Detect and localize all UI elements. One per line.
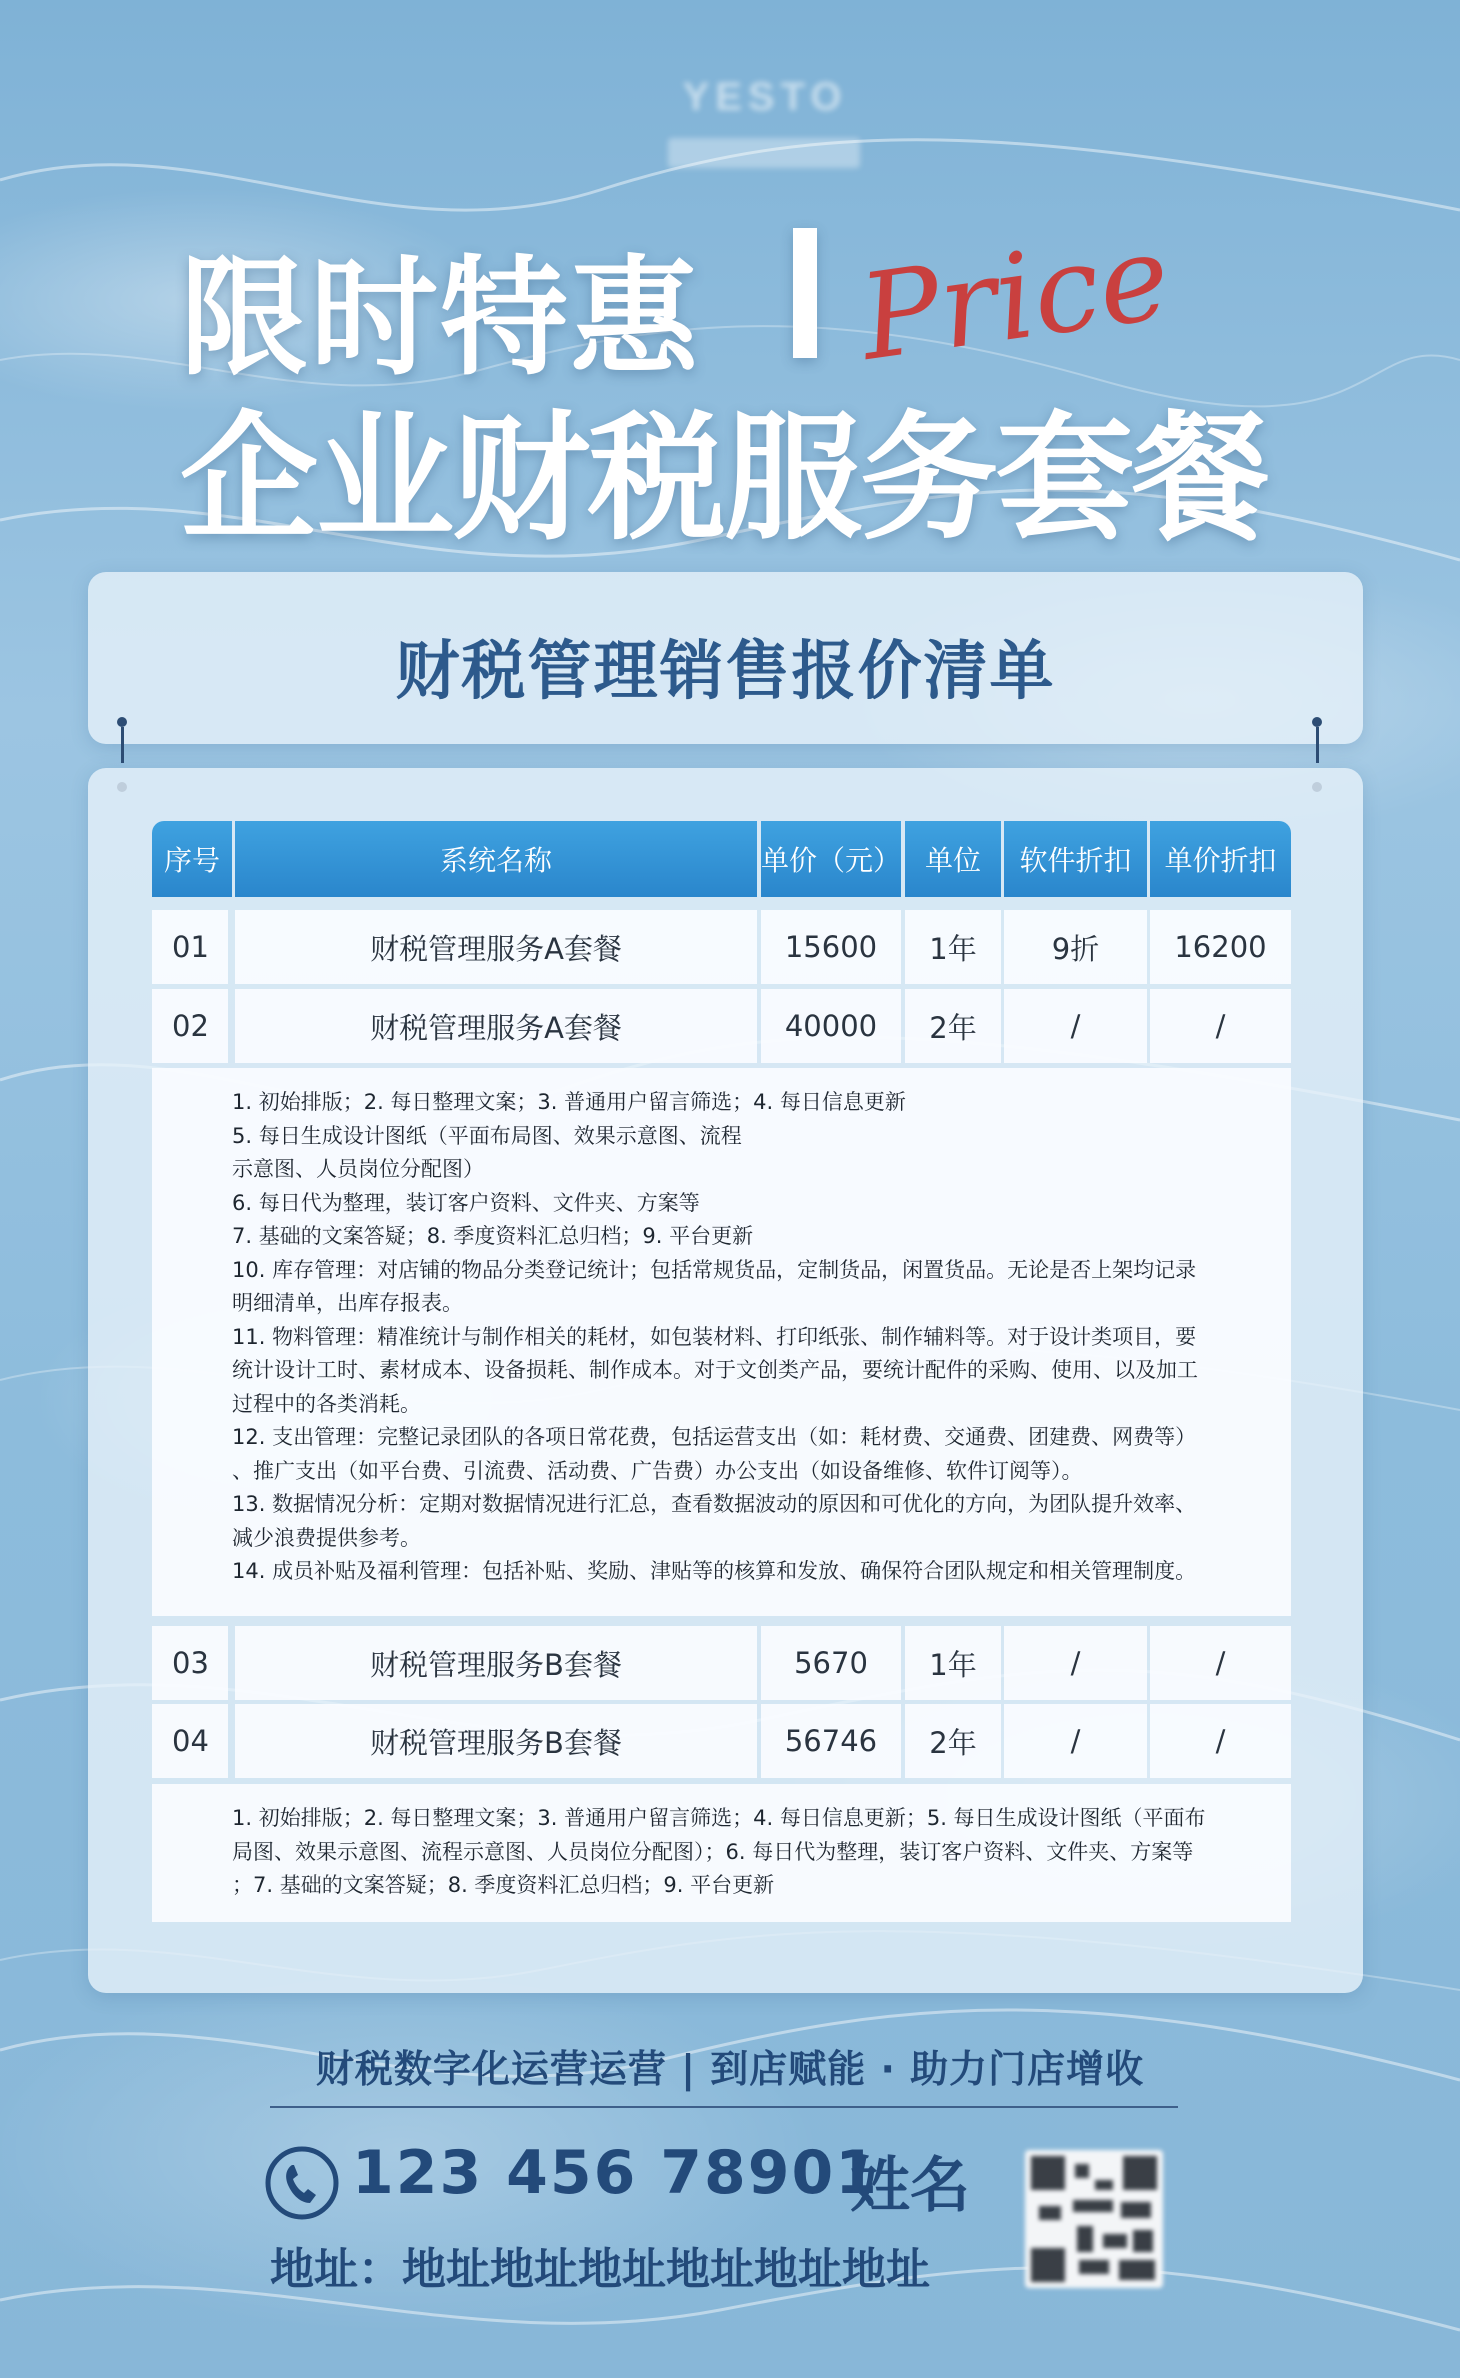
col-header-price: 单价（元） (761, 821, 901, 897)
cell-index: 01 (152, 910, 228, 984)
note-line: 1. 初始排版；2. 每日整理文案；3. 普通用户留言筛选；4. 每日信息更新；5. 每日生成设计图纸（平面布 (232, 1806, 1206, 1830)
cell-name: 财税管理服务B套餐 (235, 1626, 757, 1700)
cell-index: 03 (152, 1626, 228, 1700)
cell-price: 15600 (761, 910, 901, 984)
note-line: 、推广支出（如平台费、引流费、活动费、广告费）办公支出（如设备维修、软件订阅等）。 (232, 1458, 1083, 1483)
note-line: 7. 基础的文案答疑；8. 季度资料汇总归档；9. 平台更新 (232, 1224, 754, 1248)
list-title: 财税管理销售报价清单 (395, 635, 1056, 709)
note-line: ；7. 基础的文案答疑；8. 季度资料汇总归档；9. 平台更新 (232, 1873, 775, 1897)
note-line: 6. 每日代为整理，装订客户资料、文件夹、方案等 (232, 1190, 700, 1215)
note-line: 1. 初始排版；2. 每日整理文案；3. 普通用户留言筛选；4. 每日信息更新 (232, 1090, 906, 1114)
note-line: 5. 每日生成设计图纸（平面布局图、效果示意图、流程 (232, 1123, 742, 1148)
note-line: 统计设计工时、素材成本、设备损耗、制作成本。对于文创类产品，要统计配件的采购、使用、以及加工 (232, 1358, 1198, 1382)
hero-headline-2: 企业财税服务套餐 (180, 398, 1269, 559)
contact-phone[interactable]: 123 456 78901 (352, 2138, 880, 2208)
note-line: 局图、效果示意图、流程示意图、人员岗位分配图）；6. 每日代为整理，装订客户资料、文件夹、方案等 (232, 1839, 1194, 1864)
note-line: 13. 数据情况分析：定期对数据情况进行汇总，查看数据波动的原因和可优化的方向，为团队提升效率、 (232, 1492, 1197, 1516)
hanger-pin-right-top (1312, 717, 1322, 727)
col-header-index: 序号 (152, 821, 232, 897)
col-header-software-discount: 软件折扣 (1004, 821, 1147, 897)
note-line: 12. 支出管理：完整记录团队的各项日常花费，包括运营支出（如：耗材费、交通费、团建费、网费等） (232, 1425, 1197, 1449)
cell-price-discount: / (1150, 1626, 1291, 1700)
note-line: 10. 库存管理：对店铺的物品分类登记统计；包括常规货品，定制货品，闲置货品。无论是否上架均记录 (232, 1257, 1197, 1282)
cell-name: 财税管理服务A套餐 (235, 989, 757, 1063)
cell-unit: 1年 (905, 1626, 1001, 1700)
brand-logo-subtitle (668, 138, 860, 168)
note-line: 11. 物料管理：精准统计与制作相关的耗材，如包装材料、打印纸张、制作辅料等。对于设计类项目，要 (232, 1324, 1197, 1349)
brand-logo: YESTO (682, 75, 848, 119)
cell-unit: 1年 (905, 910, 1001, 984)
cell-price-discount: / (1150, 1704, 1291, 1778)
footer-slogan: 财税数字化运营运营 | 到店赋能 · 助力门店增收 (315, 2047, 1145, 2091)
cell-index: 02 (152, 989, 228, 1063)
cell-price-discount: / (1150, 989, 1291, 1063)
list-title-card (88, 572, 1363, 744)
col-header-unit: 单位 (905, 821, 1001, 897)
note-line: 示意图、人员岗位分配图） (232, 1157, 484, 1181)
hanger-pin-left-top (117, 717, 127, 727)
hanger-wire-right (1316, 727, 1319, 763)
cell-software-discount: 9折 (1004, 910, 1147, 984)
cell-price: 56746 (761, 1704, 901, 1778)
cell-name: 财税管理服务A套餐 (235, 910, 757, 984)
hero-script-word: Price (851, 207, 1178, 387)
note-line: 过程中的各类消耗。 (232, 1391, 421, 1416)
cell-unit: 2年 (905, 1704, 1001, 1778)
hanger-wire-left (121, 727, 124, 763)
package-a-notes (152, 1068, 1291, 1616)
cell-price: 5670 (761, 1626, 901, 1700)
package-b-notes (152, 1784, 1291, 1922)
note-line: 14. 成员补贴及福利管理：包括补贴、奖励、津贴等的核算和发放、确保符合团队规定和相关管理制度。 (232, 1559, 1197, 1583)
cell-software-discount: / (1004, 1704, 1147, 1778)
note-line: 明细清单，出库存报表。 (232, 1291, 463, 1315)
hero-headline-1: 限时特惠 (180, 244, 701, 393)
footer-divider (270, 2106, 1178, 2108)
cell-software-discount: / (1004, 989, 1147, 1063)
col-header-name: 系统名称 (235, 821, 757, 897)
qr-code[interactable] (1025, 2150, 1163, 2288)
cell-unit: 2年 (905, 989, 1001, 1063)
cell-price: 40000 (761, 989, 901, 1063)
col-header-price-discount: 单价折扣 (1150, 821, 1291, 897)
cell-software-discount: / (1004, 1626, 1147, 1700)
contact-address: 地址：地址地址地址地址地址地址 (270, 2244, 930, 2295)
note-line: 减少浪费提供参考。 (232, 1525, 421, 1550)
hero-divider (793, 228, 817, 358)
cell-name: 财税管理服务B套餐 (235, 1704, 757, 1778)
cell-index: 04 (152, 1704, 228, 1778)
contact-name: 姓名 (850, 2151, 970, 2221)
phone-icon (262, 2143, 342, 2223)
cell-price-discount: 16200 (1150, 910, 1291, 984)
